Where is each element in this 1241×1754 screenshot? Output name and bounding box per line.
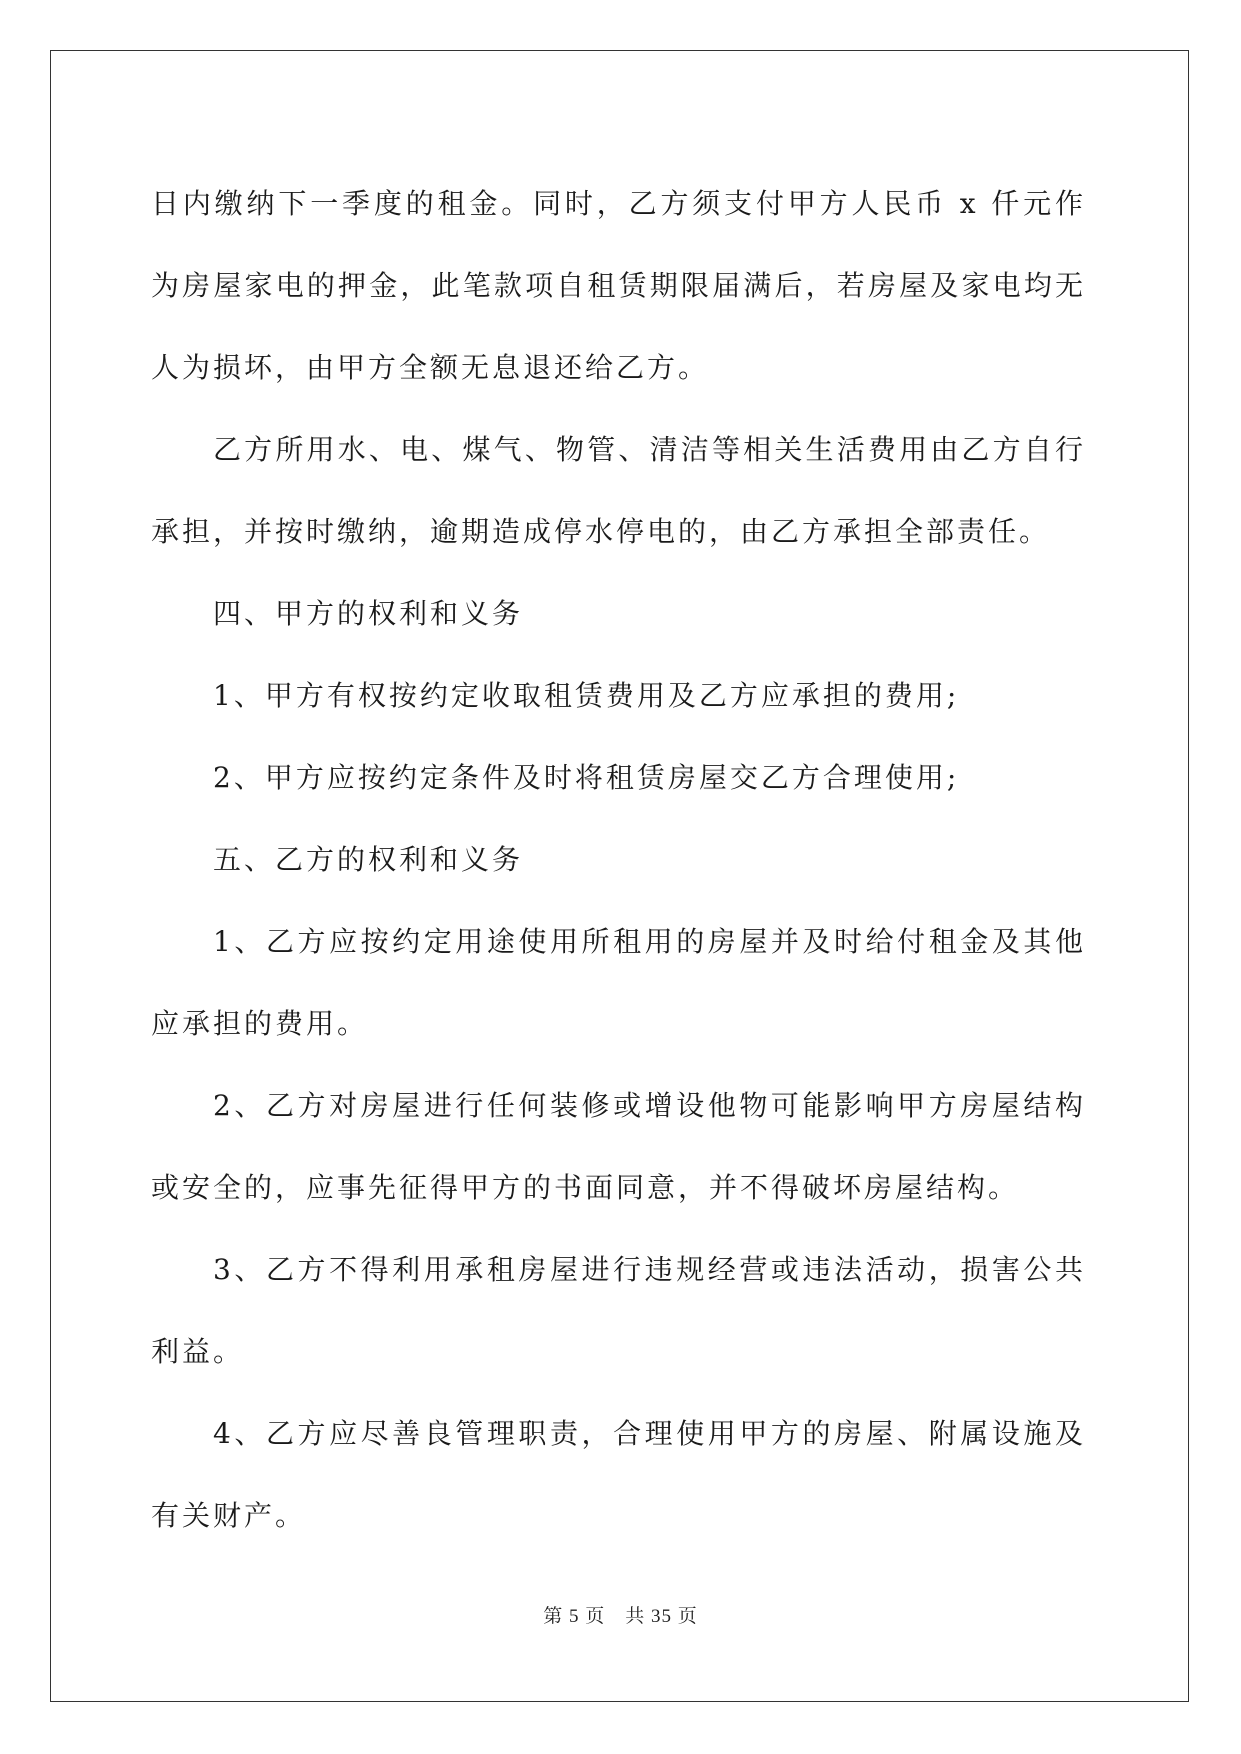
- paragraph-deposit: 日内缴纳下一季度的租金。同时，乙方须支付甲方人民币 x 仟元作为房屋家电的押金，此笔款项自租赁期限届满后，若房屋及家电均无人为损坏，由甲方全额无息退还给乙方。: [151, 187, 1086, 384]
- clause-party-a-1: 1、甲方有权按约定收取租赁费用及乙方应承担的费用;: [213, 679, 960, 712]
- document-body: [151, 163, 1086, 1557]
- page-number-label: 第 5 页 共 35 页: [543, 1606, 698, 1627]
- clause-party-b-3: 3、乙方不得利用承租房屋进行违规经营或违法活动，损害公共利益。: [151, 1253, 1086, 1368]
- section-heading-party-b: 五、乙方的权利和义务: [213, 843, 524, 876]
- section-heading-party-a: 四、甲方的权利和义务: [213, 597, 524, 630]
- paragraph-living-costs: 乙方所用水、电、煤气、物管、清洁等相关生活费用由乙方自行承担，并按时缴纳，逾期造成停水停电的，由乙方承担全部责任。: [151, 433, 1086, 548]
- clause-party-a-2: 2、甲方应按约定条件及时将租赁房屋交乙方合理使用;: [213, 761, 960, 794]
- clause-party-b-1: 1、乙方应按约定用途使用所租用的房屋并及时给付租金及其他应承担的费用。: [151, 925, 1086, 1040]
- clause-party-b-4: 4、乙方应尽善良管理职责，合理使用甲方的房屋、附属设施及有关财产。: [151, 1417, 1086, 1532]
- page-number-footer: [0, 1601, 1241, 1628]
- clause-party-b-2: 2、乙方对房屋进行任何装修或增设他物可能影响甲方房屋结构或安全的，应事先征得甲方的书面同意，并不得破坏房屋结构。: [151, 1089, 1086, 1204]
